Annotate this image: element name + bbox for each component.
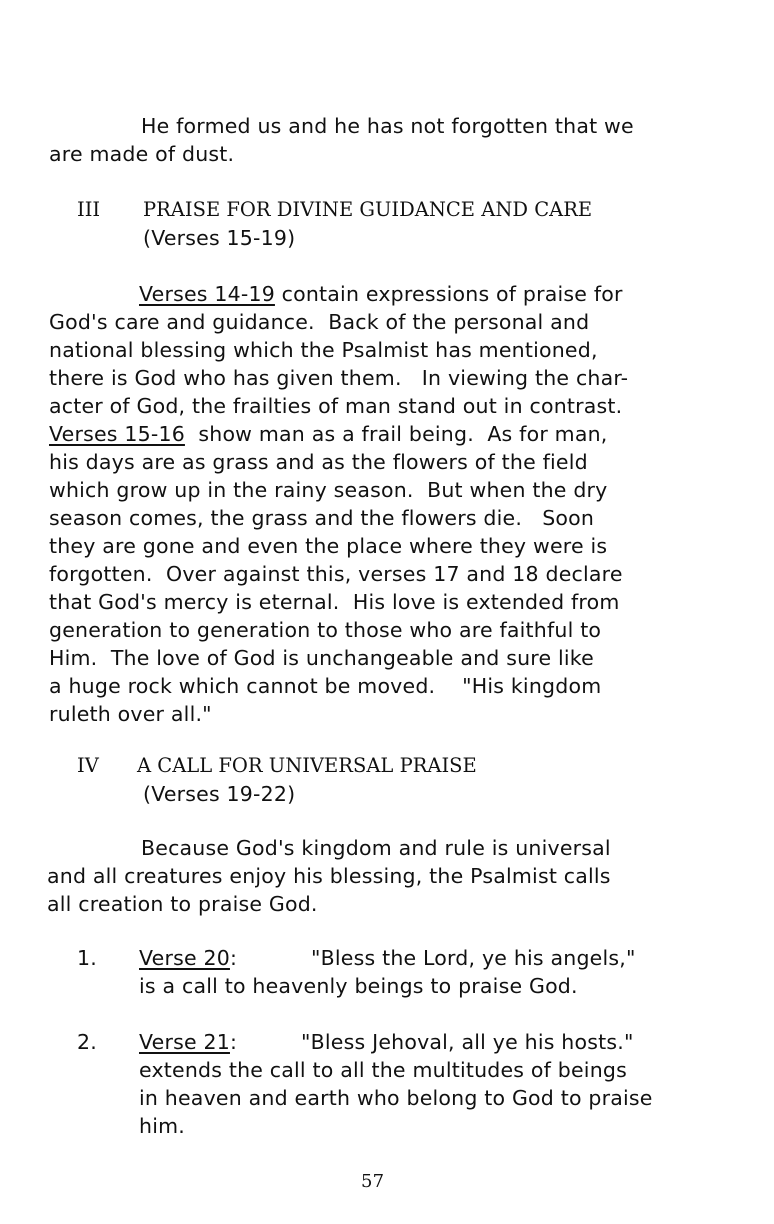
list-item-2-line-1: extends the call to all the multitudes of beings xyxy=(139,1058,627,1082)
page-number: 57 xyxy=(361,1171,385,1192)
paragraph-2-line-14: Him. The love of God is unchangeable and sure like xyxy=(49,646,594,670)
section-4-numeral: IV xyxy=(77,754,99,777)
paragraph-3-line-3: all creation to praise God. xyxy=(47,892,318,916)
paragraph-2-line-6 xyxy=(49,420,608,448)
list-item-1-line-1: is a call to heavenly beings to praise God. xyxy=(139,974,578,998)
list-item-2-line-3: him. xyxy=(139,1114,185,1138)
section-3-heading: PRAISE FOR DIVINE GUIDANCE AND CARE xyxy=(143,198,593,221)
section-3-numeral: III xyxy=(77,198,101,221)
paragraph-2-line-1-text: contain expressions of praise for xyxy=(274,282,623,306)
paragraph-2-line-6-text: show man as a frail being. As for man, xyxy=(184,422,608,446)
list-item-2-line-2: in heaven and earth who belong to God to praise xyxy=(139,1086,653,1110)
paragraph-2-line-5: acter of God, the frailties of man stand out in contrast. xyxy=(49,394,623,418)
paragraph-2-line-7: his days are as grass and as the flowers of the field xyxy=(49,450,588,474)
paragraph-2-line-3: national blessing which the Psalmist has mentioned, xyxy=(49,338,598,362)
list-item-2-quote: "Bless Jehoval, all ye his hosts." xyxy=(301,1030,634,1054)
paragraph-2-line-13: generation to generation to those who are faithful to xyxy=(49,618,602,642)
paragraph-2-line-16: ruleth over all." xyxy=(49,702,212,726)
paragraph-1-line-2: are made of dust. xyxy=(49,142,235,166)
verse-reference: Verses 14-19 xyxy=(139,282,275,306)
verse-reference: Verse 21 xyxy=(139,1030,230,1054)
section-4-verses: (Verses 19-22) xyxy=(143,782,296,806)
paragraph-2-line-11: forgotten. Over against this, verses 17 and 18 declare xyxy=(49,562,623,586)
paragraph-3-line-1: Because God's kingdom and rule is universal xyxy=(141,836,611,860)
list-item-2-colon: : xyxy=(229,1030,238,1054)
paragraph-2-line-4: there is God who has given them. In viewing the char- xyxy=(49,366,629,390)
list-item-1-quote: "Bless the Lord, ye his angels," xyxy=(311,946,636,970)
paragraph-1-line-1: He formed us and he has not forgotten that we xyxy=(141,114,634,138)
paragraph-2-line-1 xyxy=(139,280,623,308)
verse-reference: Verses 15-16 xyxy=(49,422,185,446)
paragraph-2-line-9: season comes, the grass and the flowers die. Soon xyxy=(49,506,595,530)
list-item-2-number: 2. xyxy=(77,1030,97,1054)
list-item-1-number: 1. xyxy=(77,946,97,970)
list-item-1-ref xyxy=(139,944,237,972)
paragraph-2-line-2: God's care and guidance. Back of the personal and xyxy=(49,310,590,334)
list-item-2-ref xyxy=(139,1028,237,1056)
paragraph-3-line-2: and all creatures enjoy his blessing, the Psalmist calls xyxy=(47,864,611,888)
paragraph-2-line-12: that God's mercy is eternal. His love is extended from xyxy=(49,590,620,614)
verse-reference: Verse 20 xyxy=(139,946,230,970)
paragraph-2-line-10: they are gone and even the place where they were is xyxy=(49,534,608,558)
paragraph-2-line-15: a huge rock which cannot be moved. "His kingdom xyxy=(49,674,602,698)
section-3-verses: (Verses 15-19) xyxy=(143,226,296,250)
paragraph-2-line-8: which grow up in the rainy season. But when the dry xyxy=(49,478,608,502)
section-4-heading: A CALL FOR UNIVERSAL PRAISE xyxy=(137,754,477,777)
list-item-1-colon: : xyxy=(229,946,238,970)
